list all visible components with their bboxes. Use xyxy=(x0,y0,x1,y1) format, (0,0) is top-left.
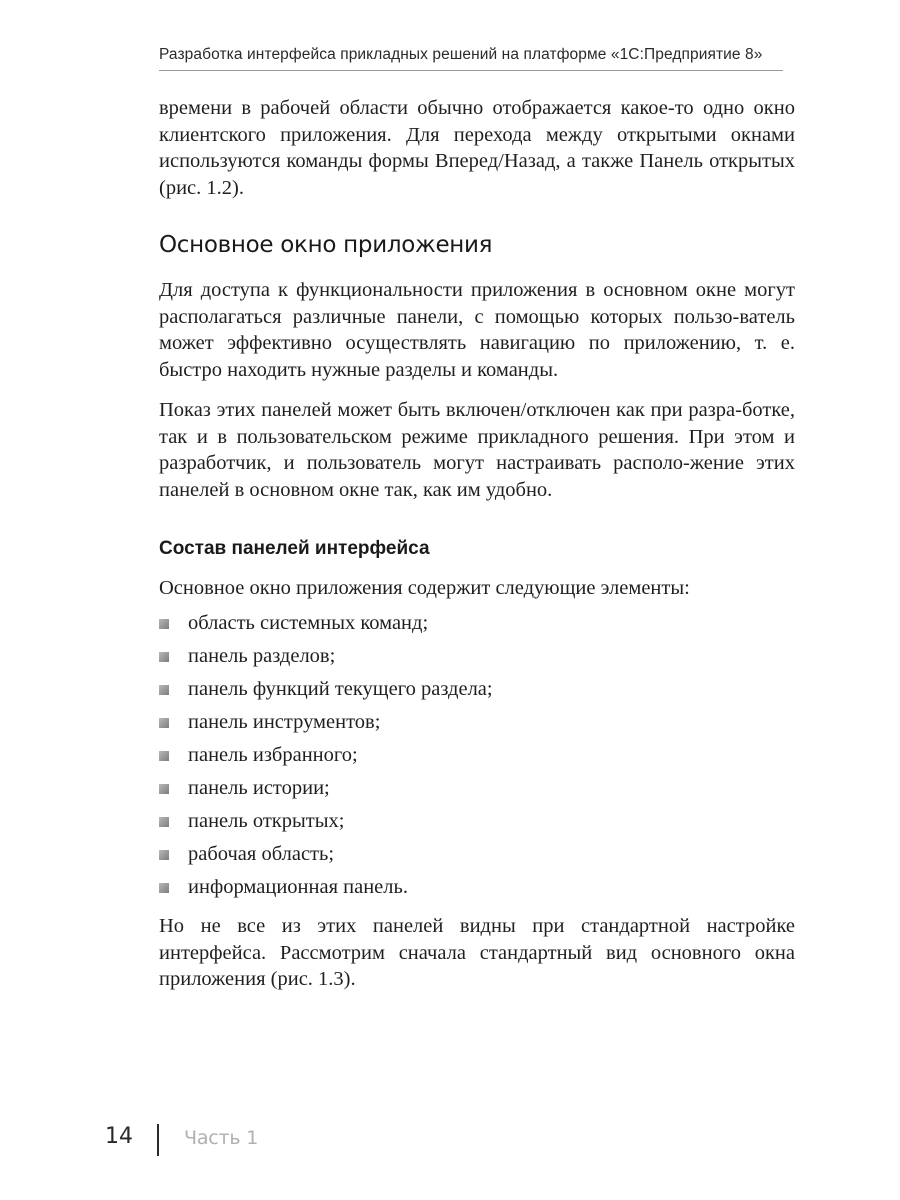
list-item xyxy=(159,676,493,709)
list-item-text: панель функций текущего раздела; xyxy=(188,678,493,700)
paragraph-panels-access: Для доступа к функциональности приложения в основном окне могут располагаться различные панели, с помощью которых пользо-ватель может эффективно осуществлять навигацию по приложению, т. е. быстро находить нужные разделы и команды. xyxy=(159,279,795,381)
list-item-text: панель инструментов; xyxy=(188,711,381,733)
paragraph-intro: времени в рабочей области обычно отображается какое-то одно окно клиентского приложения. Для перехода между открытыми окнами используются команды формы Вперед/Назад, а также Панель открытых (рис. 1.2). xyxy=(159,97,795,199)
list-item xyxy=(159,643,493,676)
running-head: Разработка интерфейса прикладных решений на платформе «1С:Предприятие 8» xyxy=(159,46,763,63)
subsection-heading-panels: Состав панелей интерфейса xyxy=(159,538,430,559)
bullet-square-icon xyxy=(159,784,169,794)
section-heading-main-window: Основное окно приложения xyxy=(159,232,493,258)
list-item-text: информационная панель. xyxy=(188,876,408,898)
bullet-square-icon xyxy=(159,718,169,728)
page-number: 14 xyxy=(105,1124,133,1149)
header-rule xyxy=(159,70,783,71)
footer-divider xyxy=(157,1124,159,1156)
list-item xyxy=(159,610,493,643)
list-item-text: панель разделов; xyxy=(188,645,336,667)
panel-list xyxy=(159,610,493,907)
list-item-text: панель открытых; xyxy=(188,810,345,832)
paragraph-elements-intro: Основное окно приложения содержит следующие элементы: xyxy=(159,577,690,599)
list-item xyxy=(159,841,493,874)
list-item-text: панель избранного; xyxy=(188,744,358,766)
list-item-text: панель истории; xyxy=(188,777,330,799)
bullet-square-icon xyxy=(159,685,169,695)
paragraph-panels-toggle: Показ этих панелей может быть включен/отключен как при разра-ботке, так и в пользовательском режиме прикладного решения. При этом и разработчик, и пользователь могут настраивать располо-жение этих панелей в основном окне так, как им удобно. xyxy=(159,399,795,501)
list-item xyxy=(159,709,493,742)
list-item xyxy=(159,775,493,808)
paragraph-closing: Но не все из этих панелей видны при стандартной настройке интерфейса. Рассмотрим сначала стандартный вид основного окна приложения (рис. 1.3). xyxy=(159,915,795,990)
bullet-square-icon xyxy=(159,751,169,761)
bullet-square-icon xyxy=(159,817,169,827)
list-item xyxy=(159,874,493,907)
bullet-square-icon xyxy=(159,883,169,893)
list-item-text: рабочая область; xyxy=(188,843,335,865)
part-label: Часть 1 xyxy=(184,1127,259,1149)
list-item xyxy=(159,808,493,841)
bullet-square-icon xyxy=(159,850,169,860)
bullet-square-icon xyxy=(159,619,169,629)
list-item-text: область системных команд; xyxy=(188,612,429,634)
bullet-square-icon xyxy=(159,652,169,662)
list-item xyxy=(159,742,493,775)
